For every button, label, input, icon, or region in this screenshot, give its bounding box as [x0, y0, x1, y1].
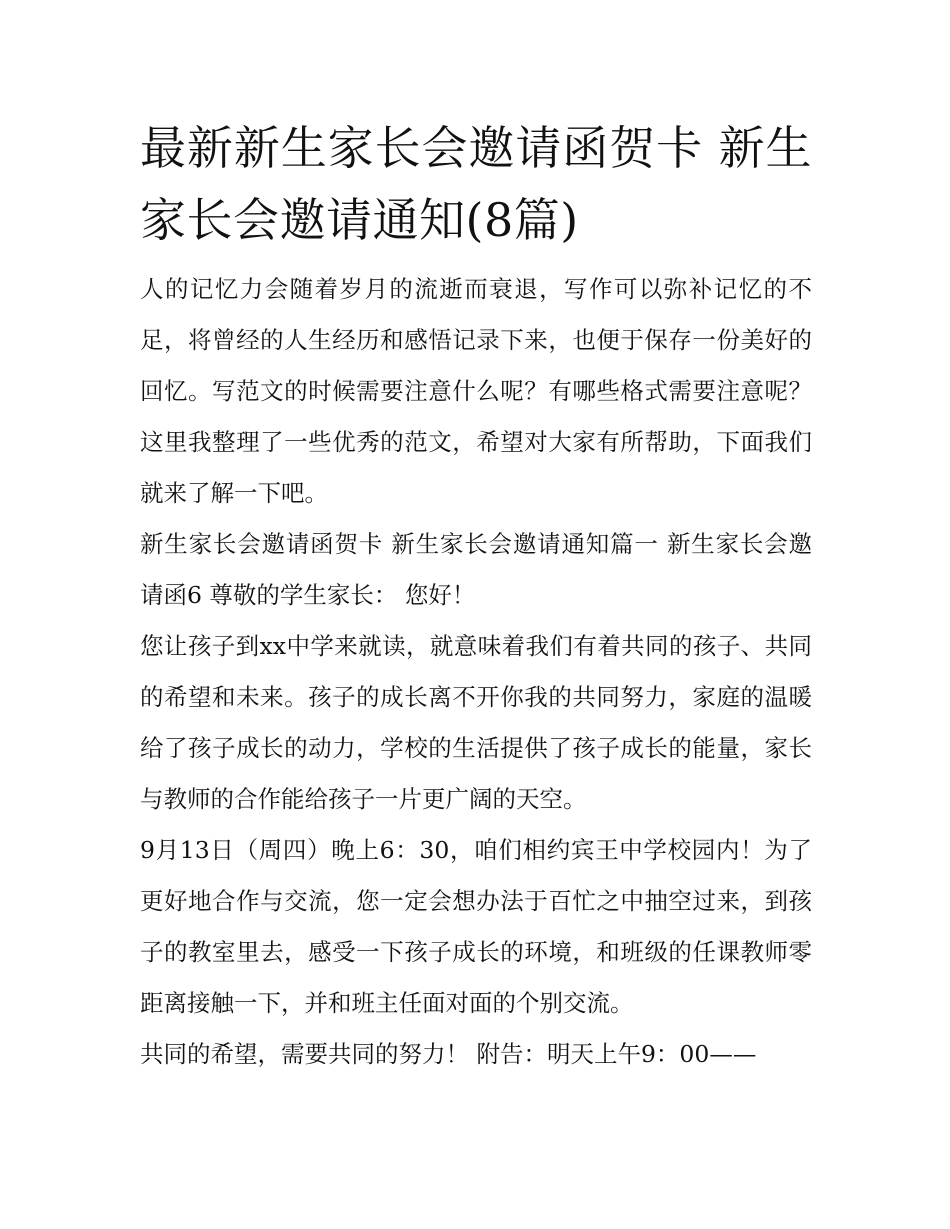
invitation-body-paragraph: 您让孩子到xx中学来就读，就意味着我们有着共同的孩子、共同的希望和未来。孩子的成长离不开你我的共同努力，家庭的温暖给了孩子成长的动力，学校的生活提供了孩子成长的能量，家长与教师的合作能给孩子一片更广阔的天空。	[140, 632, 812, 813]
invitation-heading-paragraph: 新生家长会邀请函贺卡 新生家长会邀请通知篇一 新生家长会邀请函6 尊敬的学生家长： 您好！	[140, 530, 812, 609]
closing-paragraph: 共同的希望，需要共同的努力！ 附告：明天上午9：00——	[140, 1040, 757, 1068]
document-body	[140, 112, 812, 1080]
intro-paragraph: 人的记忆力会随着岁月的流逝而衰退，写作可以弥补记忆的不足，将曾经的人生经历和感悟记录下来，也便于保存一份美好的回忆。写范文的时候需要注意什么呢？有哪些格式需要注意呢？这里我整理了一些优秀的范文，希望对大家有所帮助，下面我们就来了解一下吧。	[140, 275, 812, 507]
document-title: 最新新生家长会邀请函贺卡 新生家长会邀请通知(8篇)	[140, 121, 812, 247]
meeting-time-paragraph: 9月13日（周四）晚上6：30，咱们相约宾王中学校园内！为了更好地合作与交流，您一定会想办法于百忙之中抽空过来，到孩子的教室里去，感受一下孩子成长的环境，和班级的任课教师零距离接触一下，并和班主任面对面的个别交流。	[140, 836, 812, 1017]
